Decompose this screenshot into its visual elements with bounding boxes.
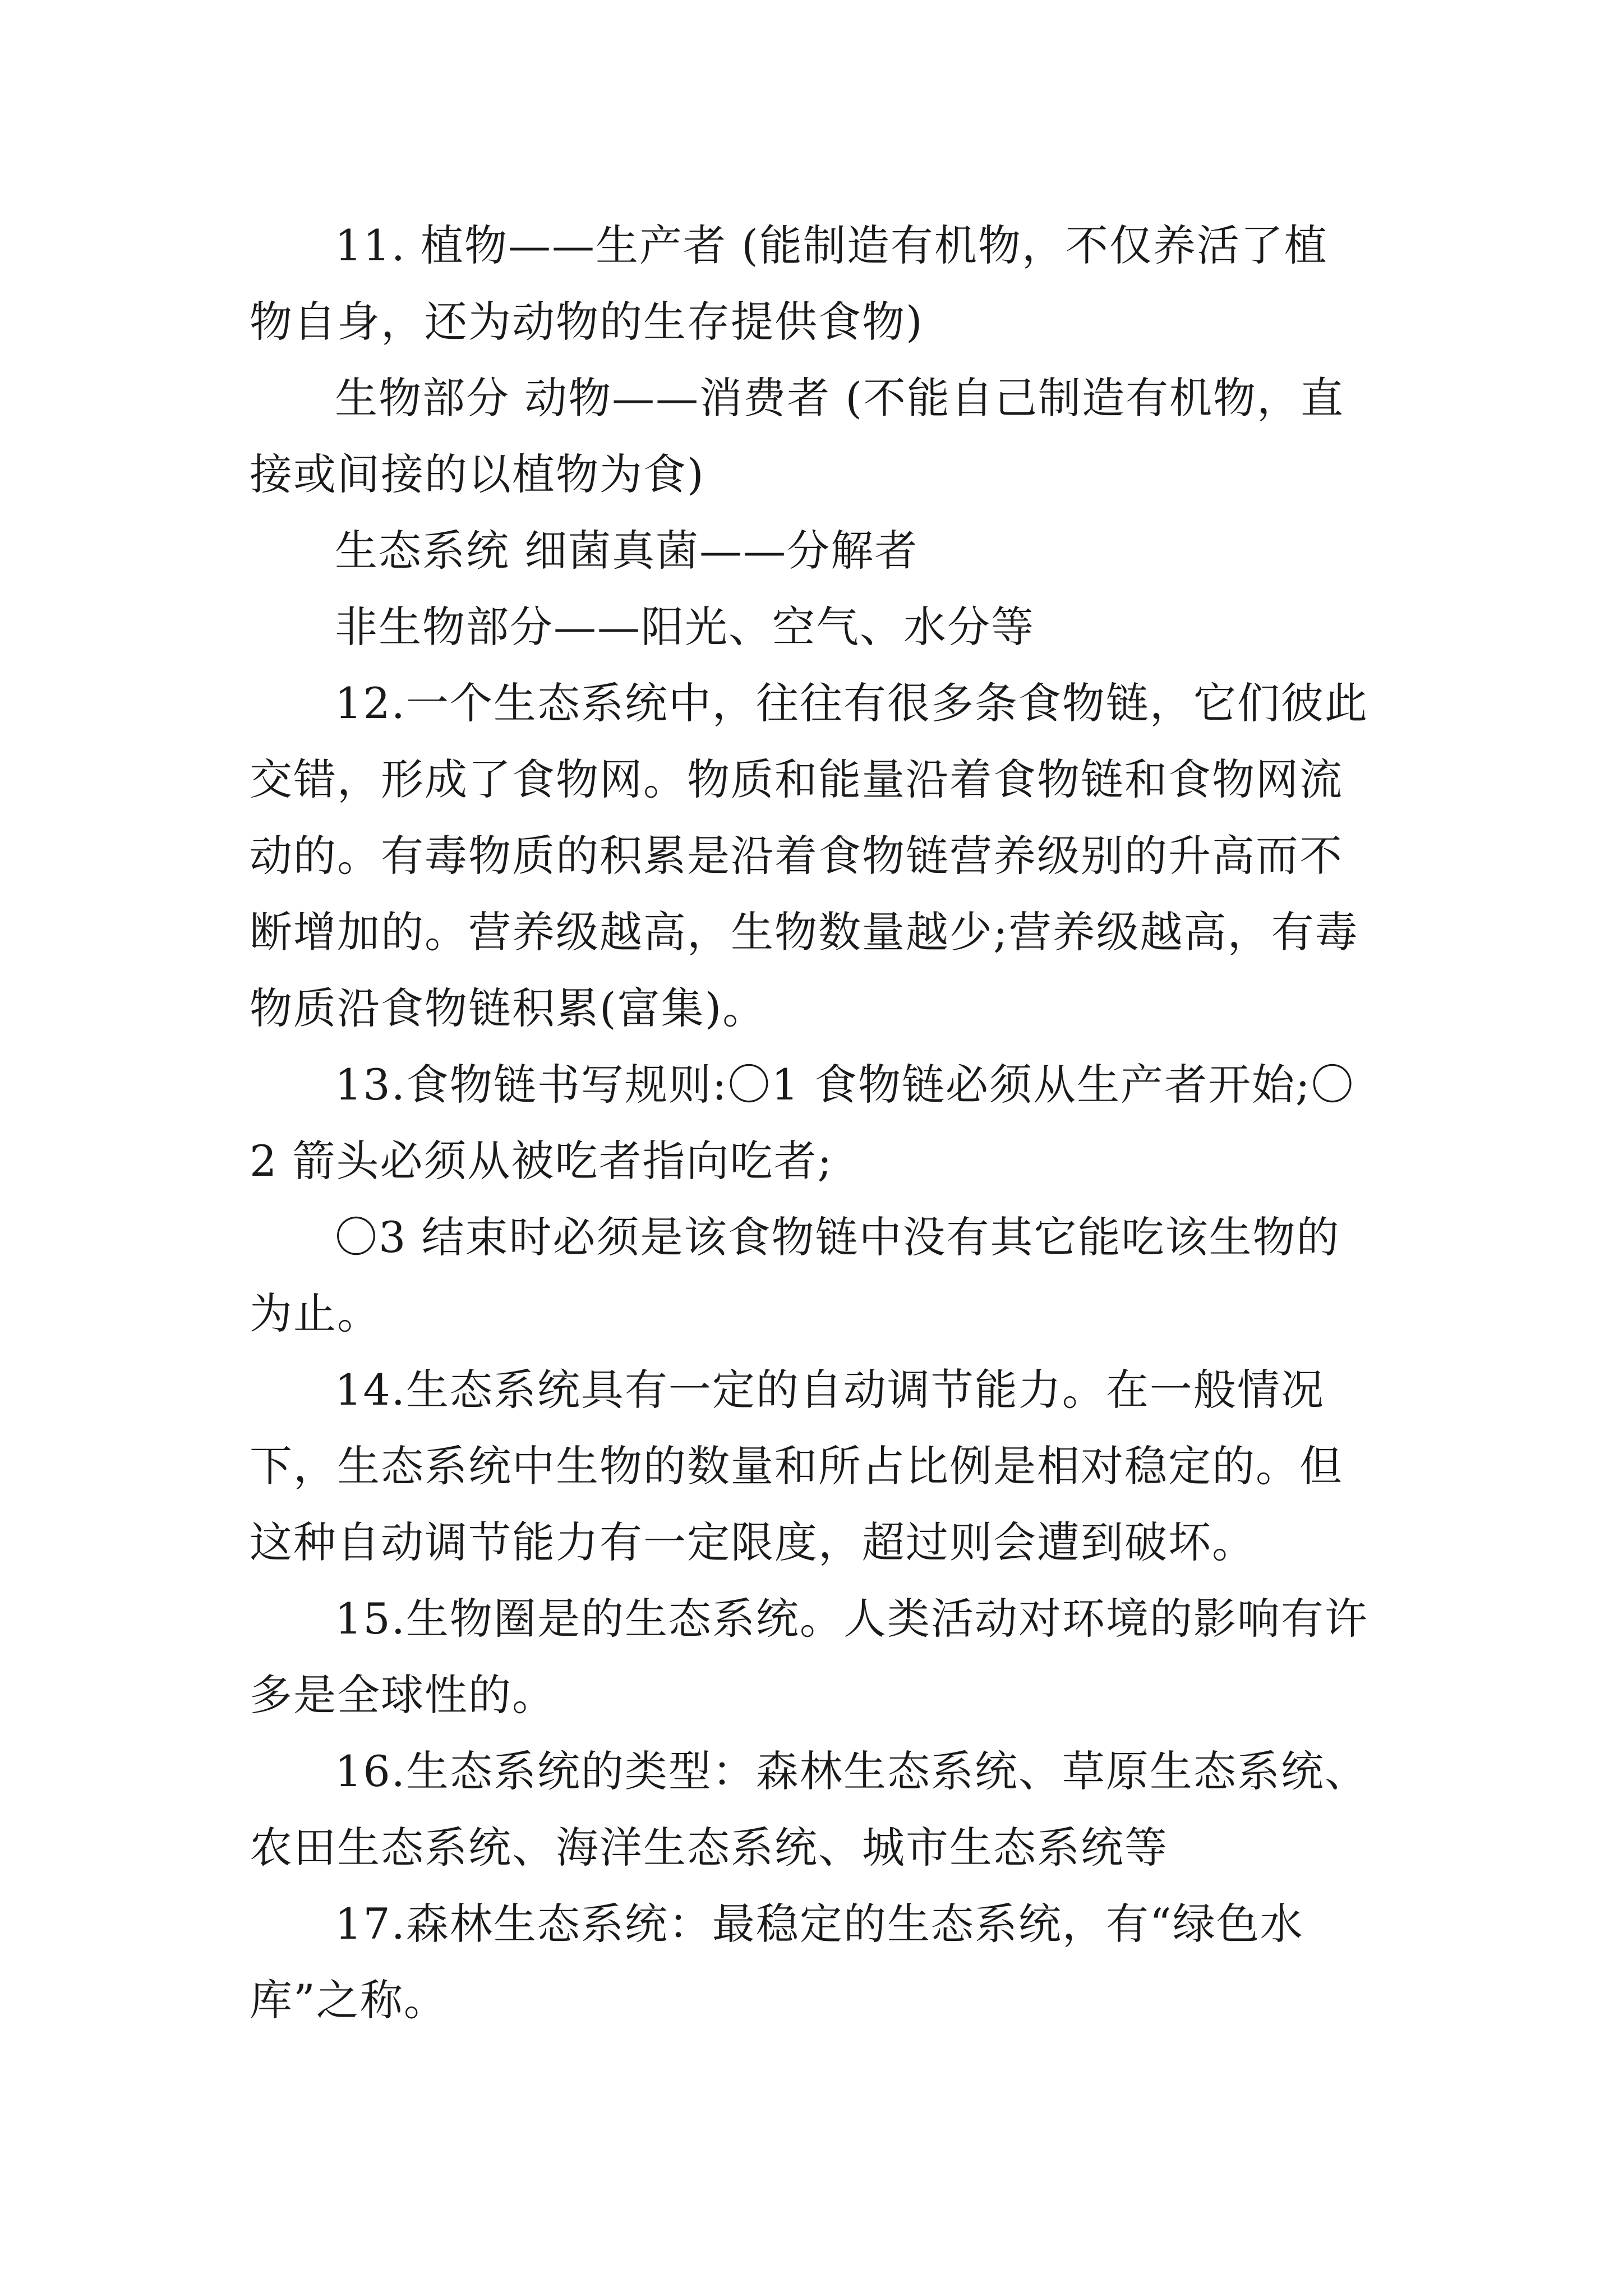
paragraph-13-rule3: 〇3 结束时必须是该食物链中没有其它能吃该生物的为止。 bbox=[250, 1212, 1340, 1338]
paragraph-11-biotic: 生物部分 动物——消费者 (不能自己制造有机物，直接或间接的以植物为食) bbox=[250, 373, 1344, 499]
document-body bbox=[250, 208, 1371, 2039]
paragraph-11-decomposer: 生态系统 细菌真菌——分解者 bbox=[335, 526, 919, 576]
paragraph-11: 11. 植物——生产者 (能制造有机物，不仅养活了植物自身，还为动物的生存提供食物) bbox=[250, 220, 1328, 347]
paragraph-15: 15.生物圈是的生态系统。人类活动对环境的影响有许多是全球性的。 bbox=[250, 1594, 1368, 1720]
paragraph-16: 16.生态系统的类型：森林生态系统、草原生态系统、农田生态系统、海洋生态系统、城市生态系统等 bbox=[250, 1746, 1368, 1872]
paragraph-17: 17.森林生态系统：最稳定的生态系统，有“绿色水库”之称。 bbox=[250, 1899, 1304, 2025]
paragraph-13: 13.食物链书写规则:〇1 食物链必须从生产者开始;〇2 箭头必须从被吃者指向吃者; bbox=[250, 1060, 1355, 1186]
paragraph-12: 12.一个生态系统中，往往有很多条食物链，它们彼此交错，形成了食物网。物质和能量沿着食物链和食物网流动的。有毒物质的积累是沿着食物链营养级别的升高而不断增加的。营养级越高，生物数量越少;营养级越高，有毒物质沿食物链积累(富集)。 bbox=[250, 678, 1368, 1033]
paragraph-14: 14.生态系统具有一定的自动调节能力。在一般情况下，生态系统中生物的数量和所占比例是相对稳定的。但这种自动调节能力有一定限度，超过则会遭到破坏。 bbox=[250, 1365, 1343, 1567]
paragraph-11-abiotic: 非生物部分——阳光、空气、水分等 bbox=[335, 602, 1035, 652]
